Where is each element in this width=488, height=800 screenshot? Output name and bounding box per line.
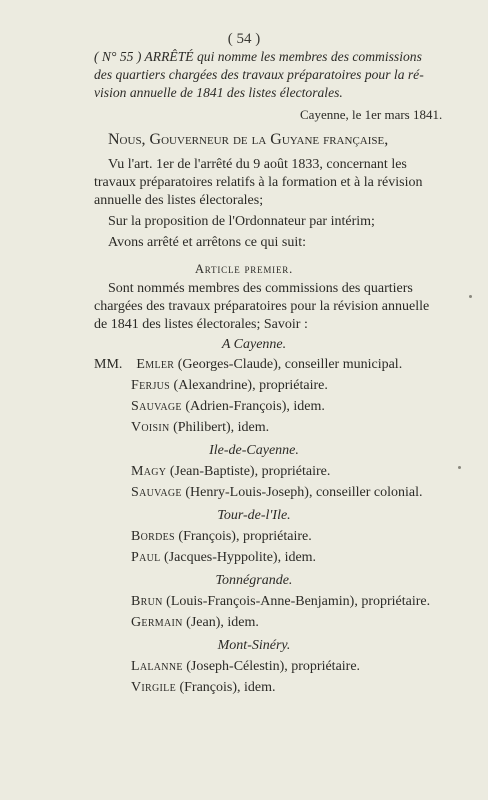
opening-text: Nous, Gouverneur de la Guyane française,: [108, 131, 389, 148]
member-row: [131, 658, 360, 676]
vu-line-2: travaux préparatoires relatifs à la formation et à la révision: [94, 175, 423, 190]
member-details: (Philibert), idem.: [169, 420, 270, 435]
member-name: Bordes: [131, 529, 175, 544]
section-place: Ile-de-Cayenne.: [209, 443, 299, 458]
member-name: Lalanne: [131, 659, 183, 674]
member-details: (Louis-François-Anne-Benjamin), propriétaire.: [162, 594, 431, 609]
member-row: [94, 356, 402, 374]
member-row: [131, 614, 259, 632]
member-details: (Henry-Louis-Joseph), conseiller colonial.: [181, 485, 423, 500]
member-name: Emler: [136, 357, 175, 372]
dateline: Cayenne, le 1er mars 1841.: [300, 107, 443, 122]
member-prefix: MM.: [94, 357, 123, 372]
member-details: (François), propriétaire.: [174, 529, 312, 544]
member-row: [131, 463, 330, 481]
article-heading: [0, 260, 488, 278]
member-name: Sauvage: [131, 399, 182, 414]
member-details: (Georges-Claude), conseiller municipal.: [174, 357, 403, 372]
member-row: [131, 549, 316, 567]
member-name: Sauvage: [131, 485, 182, 500]
vu-line-3: annuelle des listes électorales;: [94, 193, 264, 208]
member-details: (Alexandrine), propriétaire.: [170, 378, 328, 393]
section-place: A Cayenne.: [221, 337, 287, 352]
member-details: (Adrien-François), idem.: [181, 399, 325, 414]
member-name: Magy: [131, 464, 167, 479]
member-name: Voisin: [131, 420, 170, 435]
member-row: [131, 398, 325, 416]
body-line-2: chargées des travaux préparatoires pour la révision annuelle: [94, 299, 430, 314]
vu-line-1: Vu l'art. 1er de l'arrêté du 9 août 1833, concernant les: [108, 157, 407, 172]
body-line-1: Sont nommés membres des commissions des quartiers: [108, 281, 413, 296]
member-row: [131, 484, 422, 502]
title-line-1: ( N° 55 ) ARRÊTÉ qui nomme les membres des commissions: [94, 49, 422, 64]
opening-line: [108, 131, 388, 149]
body-line-3: de 1841 des listes électorales; Savoir :: [94, 317, 308, 332]
member-details: (Jacques-Hyppolite), idem.: [160, 550, 317, 565]
member-name: Virgile: [131, 680, 176, 695]
member-row: [131, 377, 328, 395]
section-place: Tour-de-l'Ile.: [217, 508, 291, 523]
page-number: ( 54 ): [227, 31, 261, 47]
member-row: [131, 419, 269, 437]
section-place: Tonnégrande.: [215, 573, 293, 588]
member-name: Brun: [131, 594, 163, 609]
member-details: (François), idem.: [175, 680, 276, 695]
member-row: [131, 679, 276, 697]
proposition-line: Sur la proposition de l'Ordonnateur par intérim;: [108, 214, 375, 229]
ink-speck: [458, 466, 461, 469]
member-row: [131, 593, 430, 611]
avons-line: Avons arrêté et arrêtons ce qui suit:: [108, 235, 307, 250]
member-details: (Joseph-Célestin), propriétaire.: [182, 659, 361, 674]
article-heading-text: Article premier.: [194, 262, 294, 276]
member-name: Paul: [131, 550, 161, 565]
title-line-3: vision annuelle de 1841 des listes électorales.: [94, 85, 343, 100]
member-name: Germain: [131, 615, 183, 630]
section-place: Mont-Sinéry.: [217, 638, 291, 653]
member-name: Ferjus: [131, 378, 171, 393]
member-row: [131, 528, 312, 546]
ink-speck: [469, 295, 472, 298]
member-details: (Jean), idem.: [182, 615, 259, 630]
member-details: (Jean-Baptiste), propriétaire.: [166, 464, 331, 479]
title-line-2: des quartiers chargées des travaux préparatoires pour la ré-: [94, 67, 424, 82]
